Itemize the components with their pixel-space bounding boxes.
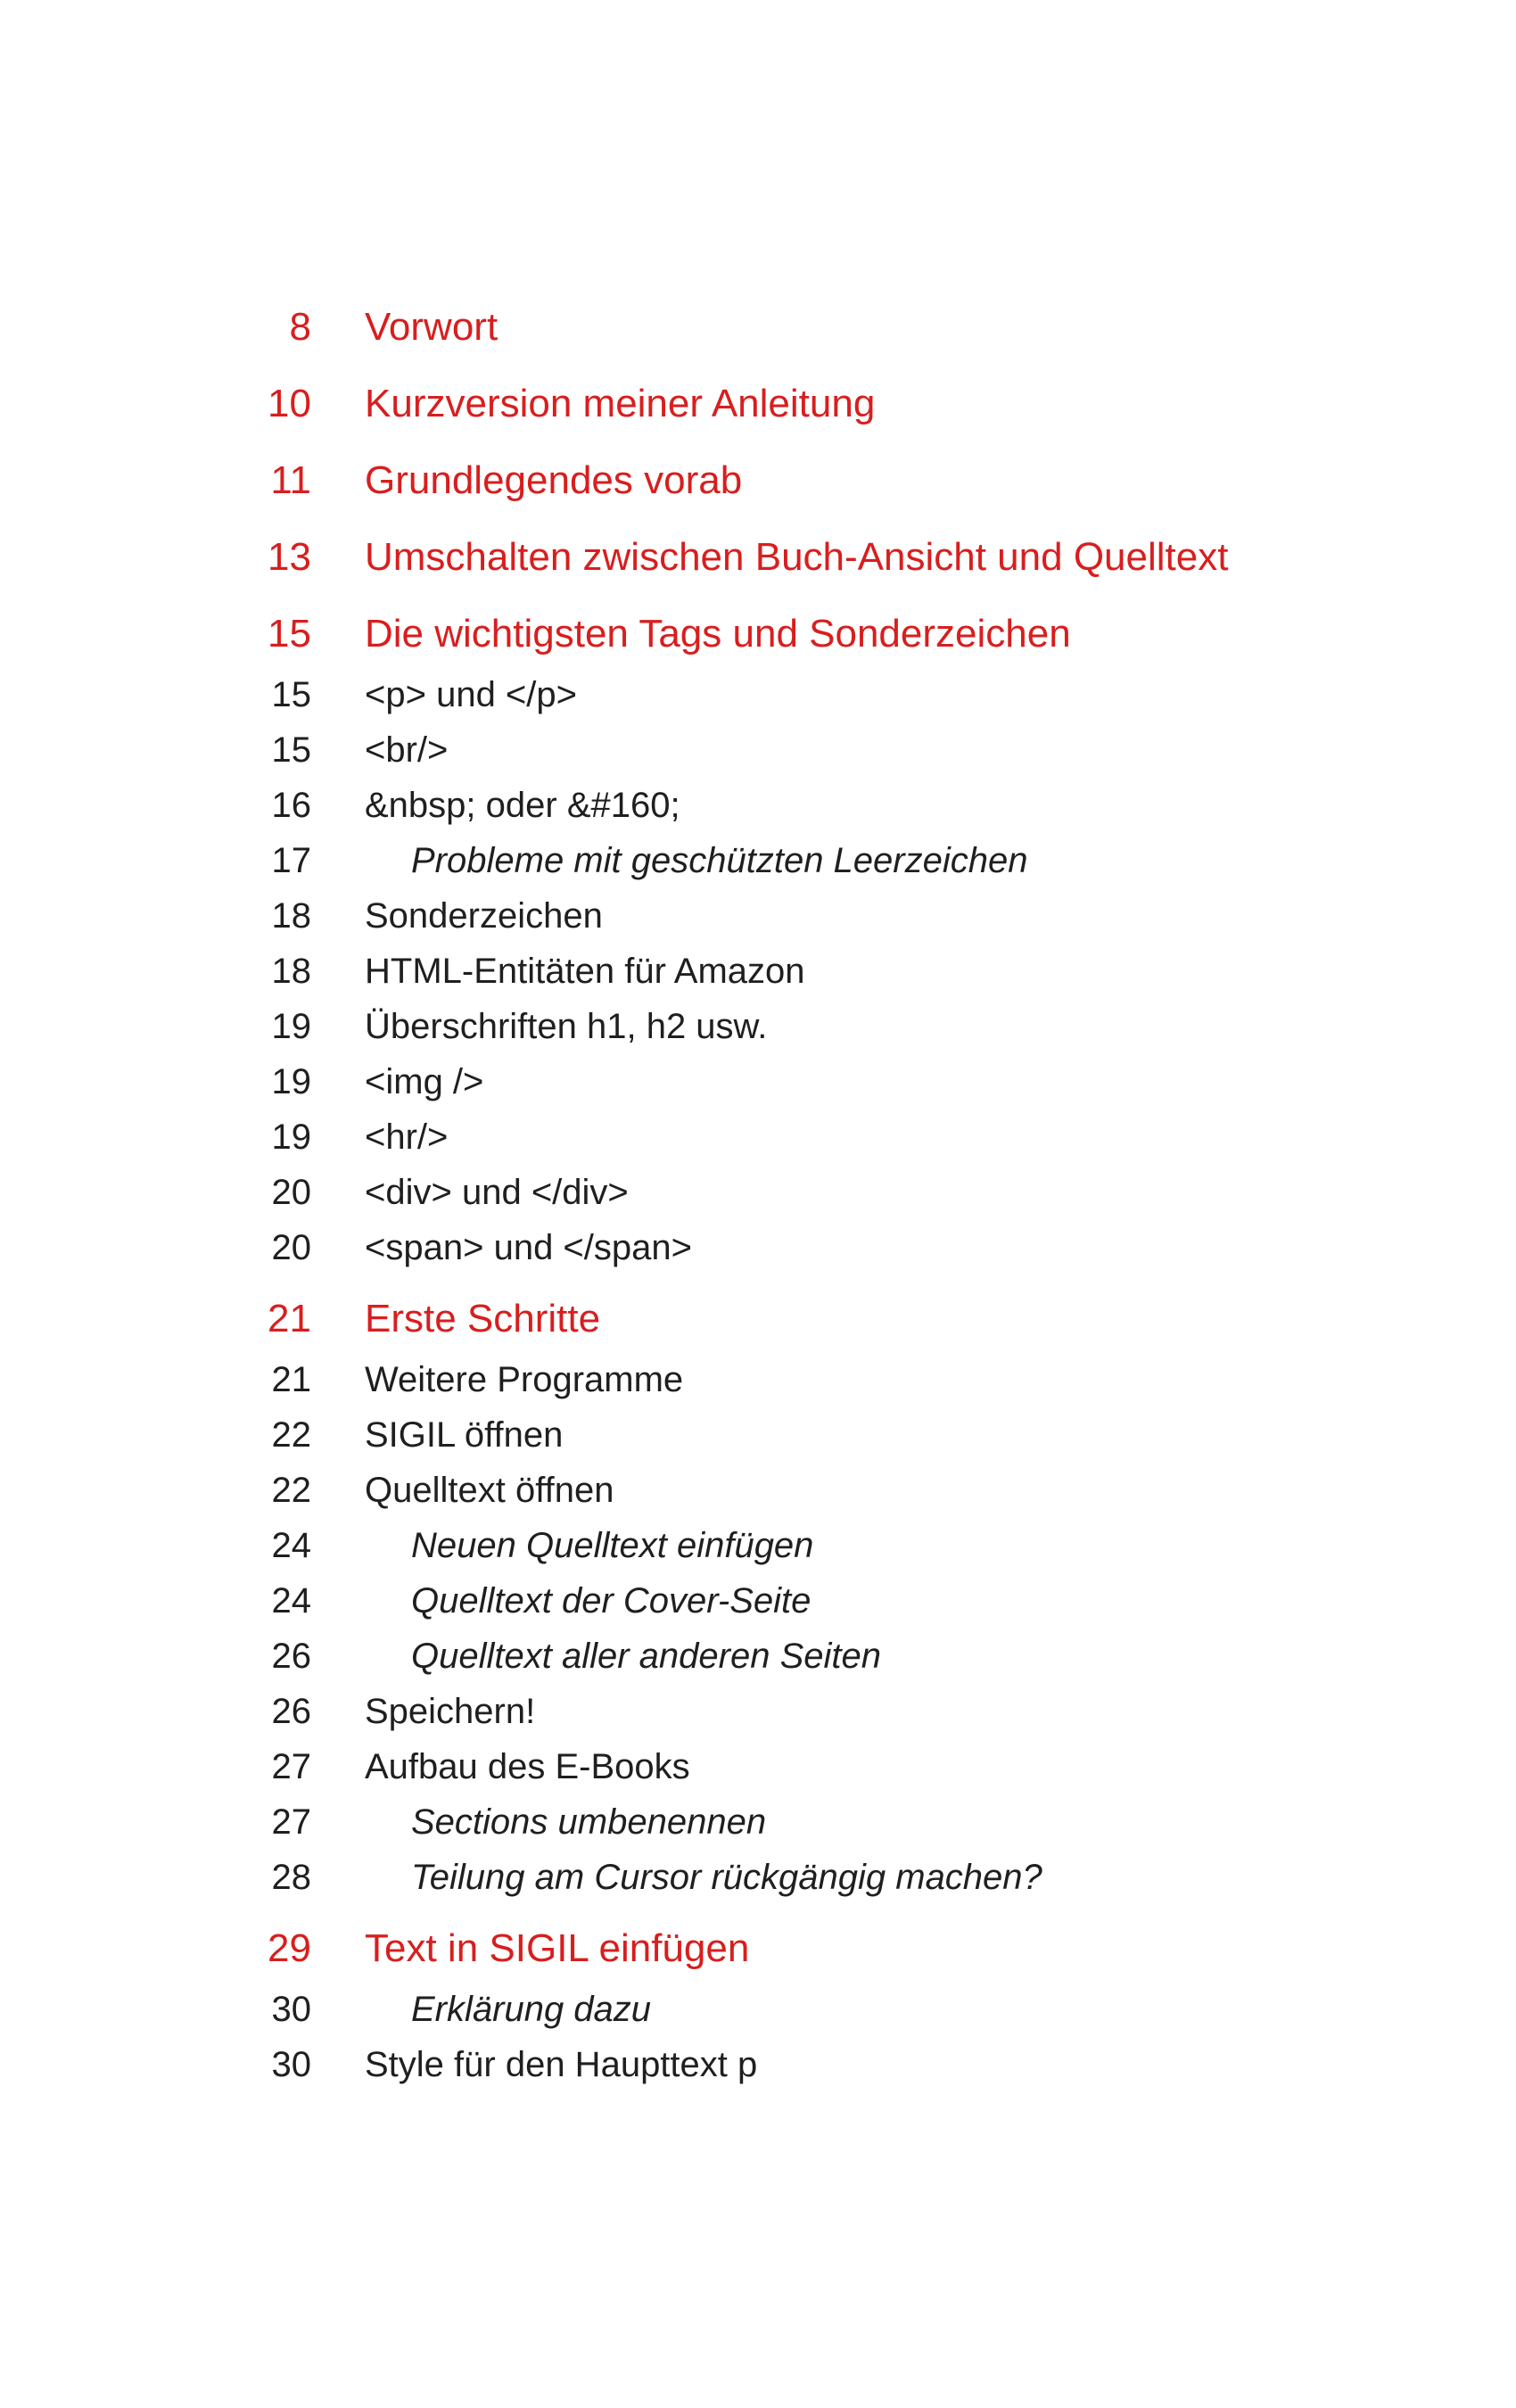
toc-section-entry[interactable] (0, 944, 1516, 999)
toc-entry-title: Erklärung dazu (411, 1990, 652, 2029)
toc-chapter-entry[interactable] (0, 376, 1516, 432)
toc-section-entry[interactable] (0, 1352, 1516, 1407)
toc-subsection-entry[interactable] (0, 1629, 1516, 1684)
toc-page-number: 26 (271, 1692, 311, 1731)
toc-page-number: 24 (271, 1526, 311, 1565)
toc-page-number: 15 (268, 612, 311, 656)
toc-page-number: 30 (271, 1990, 311, 2029)
toc-page-number: 20 (271, 1173, 311, 1212)
toc-subsection-entry[interactable] (0, 1850, 1516, 1905)
toc-chapter-entry[interactable] (0, 530, 1516, 585)
toc-entry-title: Grundlegendes vorab (365, 458, 743, 502)
toc-section-entry[interactable] (0, 1165, 1516, 1220)
toc-section-entry[interactable] (0, 667, 1516, 722)
toc-section-entry[interactable] (0, 1109, 1516, 1165)
toc-page-number: 27 (271, 1802, 311, 1842)
toc-page-number: 17 (271, 841, 311, 880)
toc-entry-title: SIGIL öffnen (365, 1415, 564, 1455)
toc-chapter-entry[interactable] (0, 453, 1516, 508)
toc-entry-title: <span> und </span> (365, 1228, 692, 1267)
toc-entry-title: Die wichtigsten Tags und Sonderzeichen (365, 612, 1071, 656)
toc-entry-title: Sections umbenennen (411, 1802, 767, 1842)
toc-entry-title: Vorwort (365, 305, 498, 349)
toc-entry-title: Quelltext der Cover-Seite (411, 1581, 812, 1620)
toc-subsection-entry[interactable] (0, 833, 1516, 888)
toc-chapter-entry[interactable] (0, 300, 1516, 355)
toc-chapter-entry[interactable] (0, 1921, 1516, 1976)
toc-page-number: 16 (271, 786, 311, 825)
toc-page-number: 24 (271, 1581, 311, 1620)
toc-page-number: 19 (271, 1117, 311, 1157)
toc-entry-title: Teilung am Cursor rückgängig machen? (411, 1858, 1042, 1897)
toc-entry-title: <p> und </p> (365, 675, 578, 714)
toc-section-entry[interactable] (0, 1220, 1516, 1275)
toc-entry-title: Aufbau des E-Books (365, 1747, 690, 1786)
toc-entry-title: <br/> (365, 730, 449, 770)
toc-section-entry[interactable] (0, 1739, 1516, 1794)
toc-page-number: 8 (289, 305, 311, 349)
toc-entry-title: HTML-Entitäten für Amazon (365, 952, 805, 991)
toc-entry-title: <hr/> (365, 1117, 449, 1157)
toc-page-number: 21 (268, 1297, 311, 1340)
toc-entry-title: Erste Schritte (365, 1297, 601, 1340)
toc-subsection-entry[interactable] (0, 1794, 1516, 1850)
toc-page-number: 27 (271, 1747, 311, 1786)
toc-page-number: 29 (268, 1926, 311, 1970)
toc-page-number: 20 (271, 1228, 311, 1267)
toc-section-entry[interactable] (0, 1054, 1516, 1109)
toc-entry-title: Text in SIGIL einfügen (365, 1926, 750, 1970)
toc-chapter-entry[interactable] (0, 1291, 1516, 1347)
toc-page-number: 21 (271, 1360, 311, 1399)
toc-page-number: 19 (271, 1007, 311, 1046)
toc-page-number: 18 (271, 952, 311, 991)
toc-entry-title: Quelltext öffnen (365, 1471, 614, 1510)
toc-entry-title: Quelltext aller anderen Seiten (411, 1637, 881, 1676)
toc-entry-title: <div> und </div> (365, 1173, 629, 1212)
toc-section-entry[interactable] (0, 2037, 1516, 2092)
toc-page-number: 13 (268, 535, 311, 579)
toc-entry-title: Umschalten zwischen Buch-Ansicht und Quelltext (365, 535, 1229, 579)
toc-page-number: 18 (271, 896, 311, 936)
toc-page-number: 22 (271, 1471, 311, 1510)
toc-section-entry[interactable] (0, 1407, 1516, 1463)
toc-entry-title: Überschriften h1, h2 usw. (365, 1007, 768, 1046)
toc-page-number: 26 (271, 1637, 311, 1676)
toc-entry-title: Speichern! (365, 1692, 536, 1731)
toc-page-number: 22 (271, 1415, 311, 1455)
toc-entry-title: Style für den Haupttext p (365, 2045, 758, 2084)
toc-entry-title: Neuen Quelltext einfügen (411, 1526, 814, 1565)
toc-entry-title: Sonderzeichen (365, 896, 603, 936)
toc-subsection-entry[interactable] (0, 1518, 1516, 1573)
toc-entry-title: <img /> (365, 1062, 484, 1101)
toc-chapter-entry[interactable] (0, 606, 1516, 662)
toc-subsection-entry[interactable] (0, 1573, 1516, 1629)
toc-subsection-entry[interactable] (0, 1982, 1516, 2037)
toc-section-entry[interactable] (0, 778, 1516, 833)
toc-page-number: 15 (271, 675, 311, 714)
toc-page-number: 15 (271, 730, 311, 770)
toc-entry-title: Weitere Programme (365, 1360, 684, 1399)
toc-page-number: 11 (270, 458, 311, 502)
toc-page-number: 30 (271, 2045, 311, 2084)
toc-entry-title: &nbsp; oder &#160; (365, 786, 680, 825)
toc-section-entry[interactable] (0, 999, 1516, 1054)
toc-page-number: 19 (271, 1062, 311, 1101)
toc-page-number: 10 (268, 382, 311, 425)
toc-section-entry[interactable] (0, 888, 1516, 944)
toc-entry-title: Probleme mit geschützten Leerzeichen (411, 841, 1028, 880)
toc-section-entry[interactable] (0, 1684, 1516, 1739)
toc-page-number: 28 (271, 1858, 311, 1897)
toc-section-entry[interactable] (0, 722, 1516, 778)
toc-entry-title: Kurzversion meiner Anleitung (365, 382, 876, 425)
toc-section-entry[interactable] (0, 1463, 1516, 1518)
